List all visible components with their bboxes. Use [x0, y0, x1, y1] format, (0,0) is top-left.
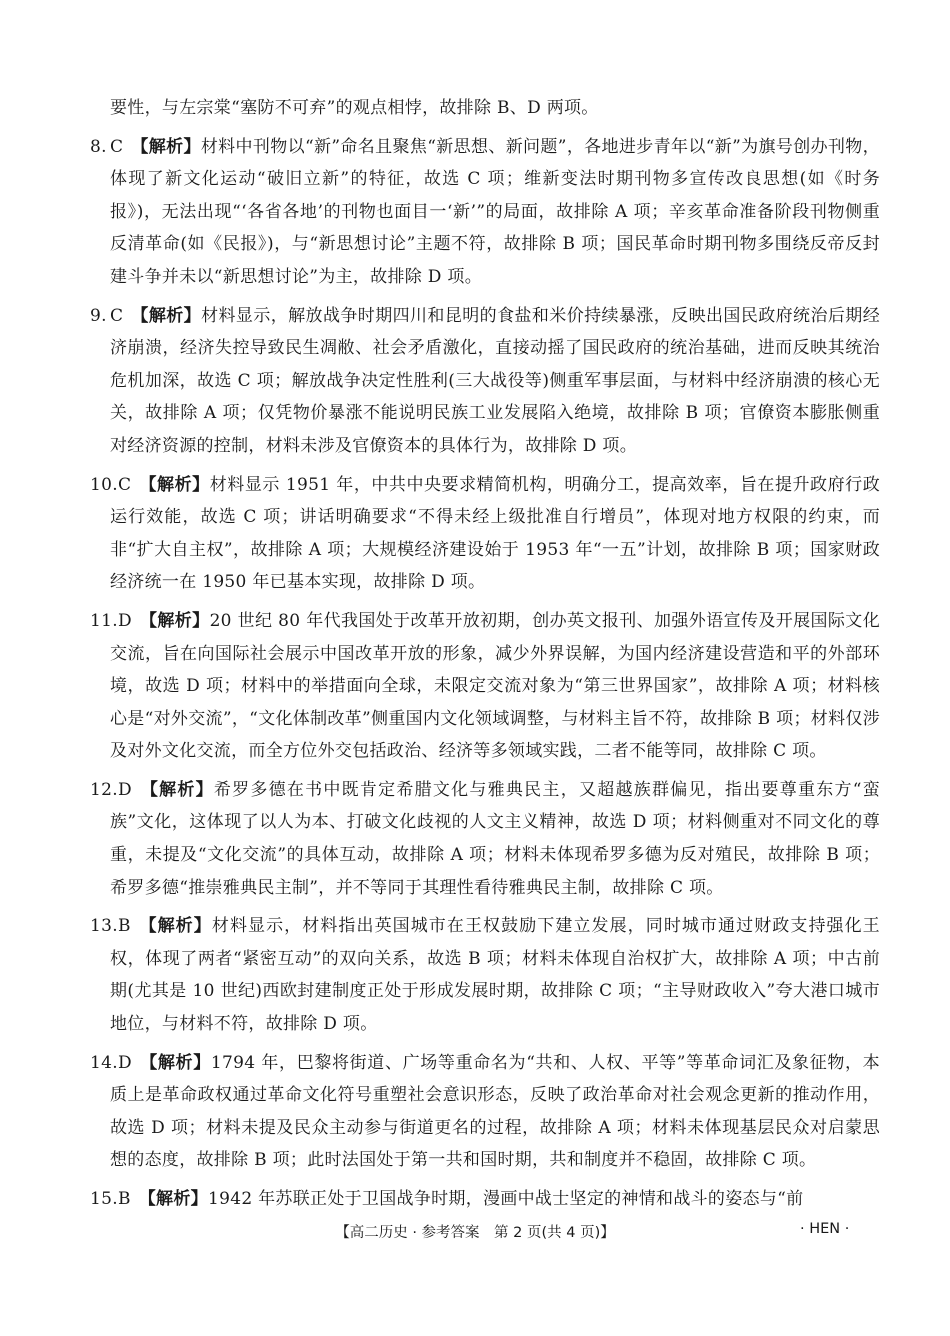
tag-label: 解析: [157, 610, 193, 631]
analysis-text: 1794 年，巴黎将街道、广场等重命名为“共和、人权、平等”等革命词汇及象征物，本质上是革命政权通过革命文化符号重塑社会意识形态，反映了政治革命对社会观念更新的推动作用，故选 D 项；材料未提及民众主动参与街道更名的过程，故排除 A 项；材料未体现基层民众对启蒙思想的态度，故排除 B 项；此时法国处于第一共和国时期，共和制度并不稳固，故排除 C 项。: [110, 1052, 880, 1171]
question-number: 11.: [90, 610, 118, 631]
tag-bracket-open: 【: [138, 1189, 157, 1209]
tag-label: 解析: [157, 916, 194, 937]
tag-bracket-close: 】: [183, 136, 201, 157]
page-footer: [0, 1221, 950, 1243]
analysis-tag: [140, 611, 210, 631]
question-number: 15.: [90, 1189, 118, 1209]
answer-item: [90, 910, 880, 1040]
tag-label: 解析: [159, 779, 196, 800]
question-number: 14.: [90, 1052, 118, 1073]
answer-letter: B: [117, 1189, 131, 1209]
answer-item: [90, 1183, 880, 1216]
answer-item: [90, 605, 880, 768]
question-number: 8.: [90, 136, 107, 157]
tag-bracket-open: 【: [138, 916, 158, 937]
analysis-tag: [139, 475, 209, 495]
answer-letter: C: [110, 136, 124, 157]
analysis-tag: [131, 306, 201, 326]
tag-bracket-close: 】: [192, 474, 210, 495]
tag-label: 解析: [157, 1052, 194, 1073]
footer-title: 【高二历史 · 参考答案 第 2 页(共 4 页)】: [335, 1225, 615, 1241]
tag-bracket-open: 【: [131, 305, 149, 326]
tag-bracket-open: 【: [139, 474, 158, 495]
answer-item: [90, 469, 880, 599]
tag-bracket-close: 】: [183, 305, 202, 326]
tag-bracket-close: 】: [193, 916, 212, 937]
tag-label: 解析: [157, 474, 193, 495]
continuation-text: 要性，与左宗棠“塞防不可弃”的观点相悖，故排除 B、D 两项。: [110, 98, 599, 118]
answer-item: [90, 774, 880, 904]
question-number: 13.: [90, 916, 118, 937]
tag-label: 解析: [156, 1189, 191, 1209]
tag-bracket-open: 【: [139, 1052, 158, 1073]
analysis-tag: [139, 916, 212, 936]
analysis-tag: [140, 1053, 211, 1073]
answer-letter: D: [117, 779, 132, 800]
question-number: 9.: [90, 305, 107, 326]
tag-bracket-open: 【: [139, 610, 158, 631]
footer-code: · HEN ·: [800, 1221, 850, 1237]
tag-bracket-close: 】: [192, 610, 210, 631]
analysis-text: 材料中刊物以“新”命名且聚焦“新思想、新问题”，各地进步青年以“新”为旗号创办刊物，体现了新文化运动“破旧立新”的特征，故选 C 项；维新变法时期刊物多宣传改良思想(如《时务报》)，无法出现“‘各省各地’的刊物也面目一‘新’”的局面，故排除 A 项；辛亥革命准备阶段刊物侧重反清革命(如《民报》)，与“新思想讨论”主题不符，故排除 B 项；国民革命时期刊物多围绕反帝反封建斗争并未以“新思想讨论”为主，故排除 D 项。: [110, 136, 880, 287]
analysis-text: 材料显示，材料指出英国城市在王权鼓励下建立发展，同时城市通过财政支持强化王权，体现了两者“紧密互动”的双向关系，故选 B 项；材料未体现自治权扩大，故排除 A 项；中古前期(尤其是 10 世纪)西欧封建制度正处于形成发展时期，故排除 C 项；“主导财政收入”夸大港口城市地位，与材料不符，故排除 D 项。: [110, 916, 880, 1035]
answer-item: [90, 300, 880, 463]
analysis-tag: [131, 137, 201, 157]
analysis-text: 材料显示 1951 年，中共中央要求精简机构，明确分工，提高效率，旨在提升政府行政运行效能，故选 C 项；讲话明确要求“不得未经上级批准自行增员”，体现对地方权限的约束，而非“扩大自主权”，故排除 A 项；大规模经济建设始于 1953 年“一五”计划，故排除 B 项；国家财政经济统一在 1950 年已基本实现，故排除 D 项。: [110, 474, 880, 593]
analysis-text: 希罗多德在书中既肯定希腊文化与雅典民主，又超越族群偏见，指出要尊重东方“蛮族”文化，这体现了以人为本、打破文化歧视的人文主义精神，故选 D 项；材料侧重对不同文化的尊重，未提及“文化交流”的具体互动，故排除 A 项；材料未体现希罗多德为反对殖民，故排除 B 项；希罗多德“推崇雅典民主制”，并不等同于其理性看待雅典民主制，故排除 C 项。: [110, 779, 880, 898]
answer-letter: D: [117, 1052, 132, 1073]
answer-letter: D: [117, 610, 132, 631]
tag-bracket-close: 】: [193, 1052, 211, 1073]
answer-letter: C: [117, 474, 132, 495]
tag-label: 解析: [148, 305, 184, 326]
analysis-text: 1942 年苏联正处于卫国战争时期，漫画中战士坚定的神情和战斗的姿态与“前: [207, 1189, 804, 1209]
question-number: 12.: [90, 779, 118, 800]
answer-letter: C: [110, 305, 124, 326]
question-number: 10.: [90, 474, 118, 495]
analysis-text: 20 世纪 80 年代我国处于改革开放初期，创办英文报刊、加强外语宣传及开展国际文化交流，旨在向国际社会展示中国改革开放的形象，减少外界误解，为国内经济建设营造和平的外部环境，故选 D 项；材料中的举措面向全球，未限定交流对象为“第三世界国家”，故排除 A 项；材料核心是“对外交流”，“文化体制改革”侧重国内文化领域调整，与材料主旨不符，故排除 B 项；材料仅涉及对外文化交流，而全方位外交包括政治、经济等多领域实践，二者不能等同，故排除 C 项。: [110, 610, 880, 762]
tag-bracket-close: 】: [195, 779, 214, 800]
analysis-text: 材料显示，解放战争时期四川和昆明的食盐和米价持续暴涨，反映出国民政府统治后期经济崩溃，经济失控导致民生凋敝、社会矛盾激化，直接动摇了国民政府的统治基础，进而反映其统治危机加深，故选 C 项；解放战争决定性胜利(三大战役等)侧重军事层面，与材料中经济崩溃的核心无关，故排除 A 项；仅凭物价暴涨不能说明民族工业发展陷入绝境，故排除 B 项；官僚资本膨胀侧重对经济资源的控制，材料未涉及官僚资本的具体行为，故排除 D 项。: [110, 305, 880, 456]
analysis-tag: [139, 1189, 208, 1209]
answer-letter: B: [117, 916, 131, 937]
answer-content: [90, 92, 880, 1222]
answer-list: [90, 131, 880, 1216]
tag-label: 解析: [148, 136, 184, 157]
answer-item: [90, 131, 880, 294]
analysis-tag: [140, 780, 214, 800]
answer-item: [90, 1047, 880, 1177]
tag-bracket-open: 【: [139, 779, 160, 800]
tag-bracket-open: 【: [131, 136, 149, 157]
tag-bracket-close: 】: [190, 1189, 208, 1209]
